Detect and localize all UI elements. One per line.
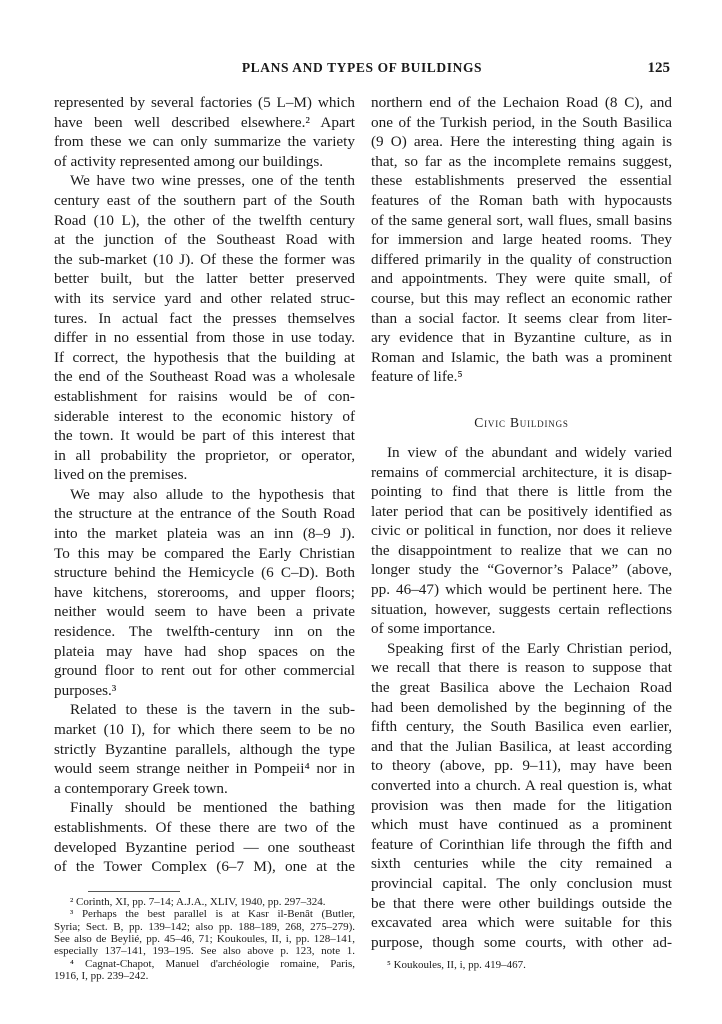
text-line: the sub-market (10 J). Of these the former was bbox=[54, 250, 355, 268]
text-line: longer study the “Governor’s Palace” (above, bbox=[371, 561, 672, 579]
text-line: for immersion and large heated rooms. They bbox=[371, 231, 672, 249]
text-line: provision was then made for the litigation bbox=[371, 796, 672, 814]
text-line: If correct, the hypothesis that the building at bbox=[54, 348, 355, 366]
text-line: these establishments preserved the essential bbox=[371, 172, 672, 190]
text-line: the disappointment to realize that we can no bbox=[371, 541, 672, 559]
text-line: pp. 46–47) which would be pertinent here. The bbox=[371, 581, 672, 599]
text-line: the great Basilica above the Lechaion Road bbox=[371, 679, 672, 697]
text-line: Roman and Islamic, the bath was a prominent bbox=[371, 348, 672, 366]
text-line: of the same general sort, wall flues, small basins bbox=[371, 211, 672, 229]
text-line: neither would seem to have been a private bbox=[54, 603, 355, 621]
footnote-line: especially 137–141, 193–195. See also above p. 123, note 1. bbox=[54, 945, 355, 958]
text-line: civic or political in function, nor does it relieve bbox=[371, 522, 672, 540]
text-line: into the market plateia was an inn (8–9 J). bbox=[54, 525, 355, 543]
text-line: which must have continued as a prominent bbox=[371, 816, 672, 834]
footnote-line: 1916, I, pp. 239–242. bbox=[54, 970, 149, 983]
text-line: establishments. Of these there are two of the bbox=[54, 818, 355, 836]
footnote-line: ³ Perhaps the best parallel is at Kasr il-Benât (Butler, bbox=[70, 908, 355, 921]
text-line: converted into a church. A real question is, what bbox=[371, 777, 672, 794]
text-line: siderable interest to the economic history of bbox=[54, 407, 355, 425]
text-line: the end of the Southeast Road was a wholesale bbox=[54, 368, 355, 386]
text-line: differed primarily in the quality of construction bbox=[371, 250, 672, 268]
text-line: situation, however, suggests certain reflections bbox=[371, 600, 672, 618]
right-body-text-top bbox=[371, 93, 672, 387]
text-line: and appointments. They were quite small, of bbox=[371, 270, 672, 288]
text-line: be that there were other buildings outside the bbox=[371, 894, 672, 912]
right-body-text-bottom bbox=[371, 443, 672, 952]
text-line: developed Byzantine period — one southeast bbox=[54, 838, 355, 856]
text-line: century east of the southern part of the South bbox=[54, 191, 355, 209]
text-line: fifth century, the South Basilica even earlier, bbox=[371, 718, 672, 736]
text-line: of the Tower Complex (6–7 M), one at the bbox=[54, 858, 355, 876]
text-line: market (10 I), for which there seem to be no bbox=[54, 721, 355, 738]
text-line: provincial capital. The only conclusion must bbox=[371, 874, 672, 892]
text-line: of activity represented among our buildings. bbox=[54, 152, 324, 170]
text-line: purposes.³ bbox=[54, 681, 117, 699]
text-line: Speaking first of the Early Christian period, bbox=[387, 639, 672, 657]
text-line: ground floor to rent out for other commercial bbox=[54, 662, 355, 680]
text-line: have been well described elsewhere.² Apart bbox=[54, 113, 355, 131]
text-line: later period that can be positively identified as bbox=[371, 502, 672, 520]
text-line: In view of the abundant and widely varied bbox=[387, 443, 672, 461]
text-line: northern end of the Lechaion Road (8 C), and bbox=[371, 94, 672, 111]
text-line: plateia may have had shop spaces on the bbox=[54, 642, 355, 660]
text-line: at the junction of the Southeast Road with bbox=[54, 231, 355, 249]
text-line: features of the Roman bath with hypocausts bbox=[371, 191, 672, 209]
text-line: would seem strange neither in Pompeii⁴ nor in bbox=[54, 760, 355, 778]
text-line: from these we can only summarize the variety bbox=[54, 133, 355, 151]
text-line: lived on the premises. bbox=[54, 466, 188, 484]
text-line: we recall that there is reason to suppose that bbox=[371, 659, 672, 677]
page-number: 125 bbox=[647, 60, 670, 76]
footnote-line: Syria; Sect. B, pp. 139–142; also pp. 188–189, 268, 275–279). bbox=[54, 920, 355, 933]
text-line: excavated area which were suitable for this bbox=[371, 914, 672, 932]
text-line: the town. It would be part of this interest that bbox=[54, 427, 355, 445]
text-line: strictly Byzantine parallels, although the type bbox=[54, 740, 355, 758]
running-title: PLANS AND TYPES OF BUILDINGS bbox=[241, 60, 483, 75]
text-line: sixth centuries while the city remained a bbox=[371, 855, 672, 873]
text-line: better built, but the latter better preserved bbox=[54, 270, 355, 288]
text-line: that, so far as the incomplete remains suggest, bbox=[371, 152, 672, 170]
section-heading-civic-buildings: Civic Buildings bbox=[474, 414, 569, 430]
running-header bbox=[54, 60, 670, 82]
text-line: of some importance. bbox=[371, 620, 496, 638]
text-line: to theory (above, pp. 9–11), may have been bbox=[371, 757, 672, 775]
text-line: feature of life.⁵ bbox=[371, 368, 463, 386]
text-line: residence. The twelfth-century inn on the bbox=[54, 623, 355, 641]
footnote-line: ² Corinth, XI, pp. 7–14; A.J.A., XLIV, 1940, pp. 297–324. bbox=[70, 895, 326, 908]
left-column bbox=[54, 93, 355, 982]
text-line: and that the Julian Basilica, at least according bbox=[371, 737, 672, 755]
text-line: Finally should be mentioned the bathing bbox=[70, 799, 355, 817]
text-line: Road (10 L), the other of the twelfth century bbox=[54, 211, 355, 229]
text-line: course, but this may reflect an economic rather bbox=[371, 289, 672, 307]
text-line: had been demolished by the beginning of the bbox=[371, 698, 672, 716]
text-line: We may also allude to the hypothesis that bbox=[70, 485, 355, 503]
right-column bbox=[371, 93, 672, 972]
text-line: with its service yard and other related struc- bbox=[54, 289, 355, 307]
left-body-text bbox=[54, 93, 355, 877]
text-line: one of the Turkish period, in the South Basilica bbox=[371, 113, 672, 131]
text-line: have kitchens, storerooms, and upper floors; bbox=[54, 583, 355, 601]
text-line: represented by several factories (5 L–M) which bbox=[54, 94, 355, 111]
text-line: Related to these is the tavern in the sub- bbox=[70, 701, 355, 719]
text-line: We have two wine presses, one of the tenth bbox=[70, 172, 355, 190]
text-line: purpose, though some courts, with other ad- bbox=[371, 933, 672, 951]
footnote-line: ⁴ Cagnat-Chapot, Manuel d'archéologie romaine, Paris, bbox=[70, 957, 355, 970]
text-line: establishment for raisins would be of con- bbox=[54, 387, 355, 405]
text-line: the structure at the entrance of the South Road bbox=[54, 505, 355, 523]
text-line: in all probability the proprietor, or operator, bbox=[54, 446, 355, 464]
text-line: ary evidence that in Byzantine culture, as in bbox=[371, 329, 672, 347]
text-line: remains of commercial architecture, it is disap- bbox=[371, 463, 672, 481]
footnote-line: See also de Beylié, pp. 45–46, 71; Koukoules, II, i, pp. 128–141, bbox=[54, 932, 355, 945]
text-line: differ in no essential from those in use today. bbox=[54, 329, 355, 347]
text-line: than a social factor. It seems clear from liter- bbox=[371, 309, 672, 327]
footnote-rule bbox=[88, 891, 180, 892]
text-line: pointing to find that there is little from the bbox=[371, 483, 672, 501]
text-line: (9 O) area. Here the interesting thing again is bbox=[371, 133, 672, 151]
text-line: tures. In actual fact the presses themselves bbox=[54, 309, 355, 327]
right-footnote: ⁵ Koukoules, II, i, pp. 419–467. bbox=[387, 959, 526, 972]
text-line: feature of Corinthian life through the fifth and bbox=[371, 835, 672, 853]
left-footnotes bbox=[54, 896, 355, 983]
text-line: structure behind the Hemicycle (6 C–D). Both bbox=[54, 564, 355, 582]
text-line: a contemporary Greek town. bbox=[54, 779, 228, 797]
text-line: To this may be compared the Early Christian bbox=[54, 544, 355, 562]
